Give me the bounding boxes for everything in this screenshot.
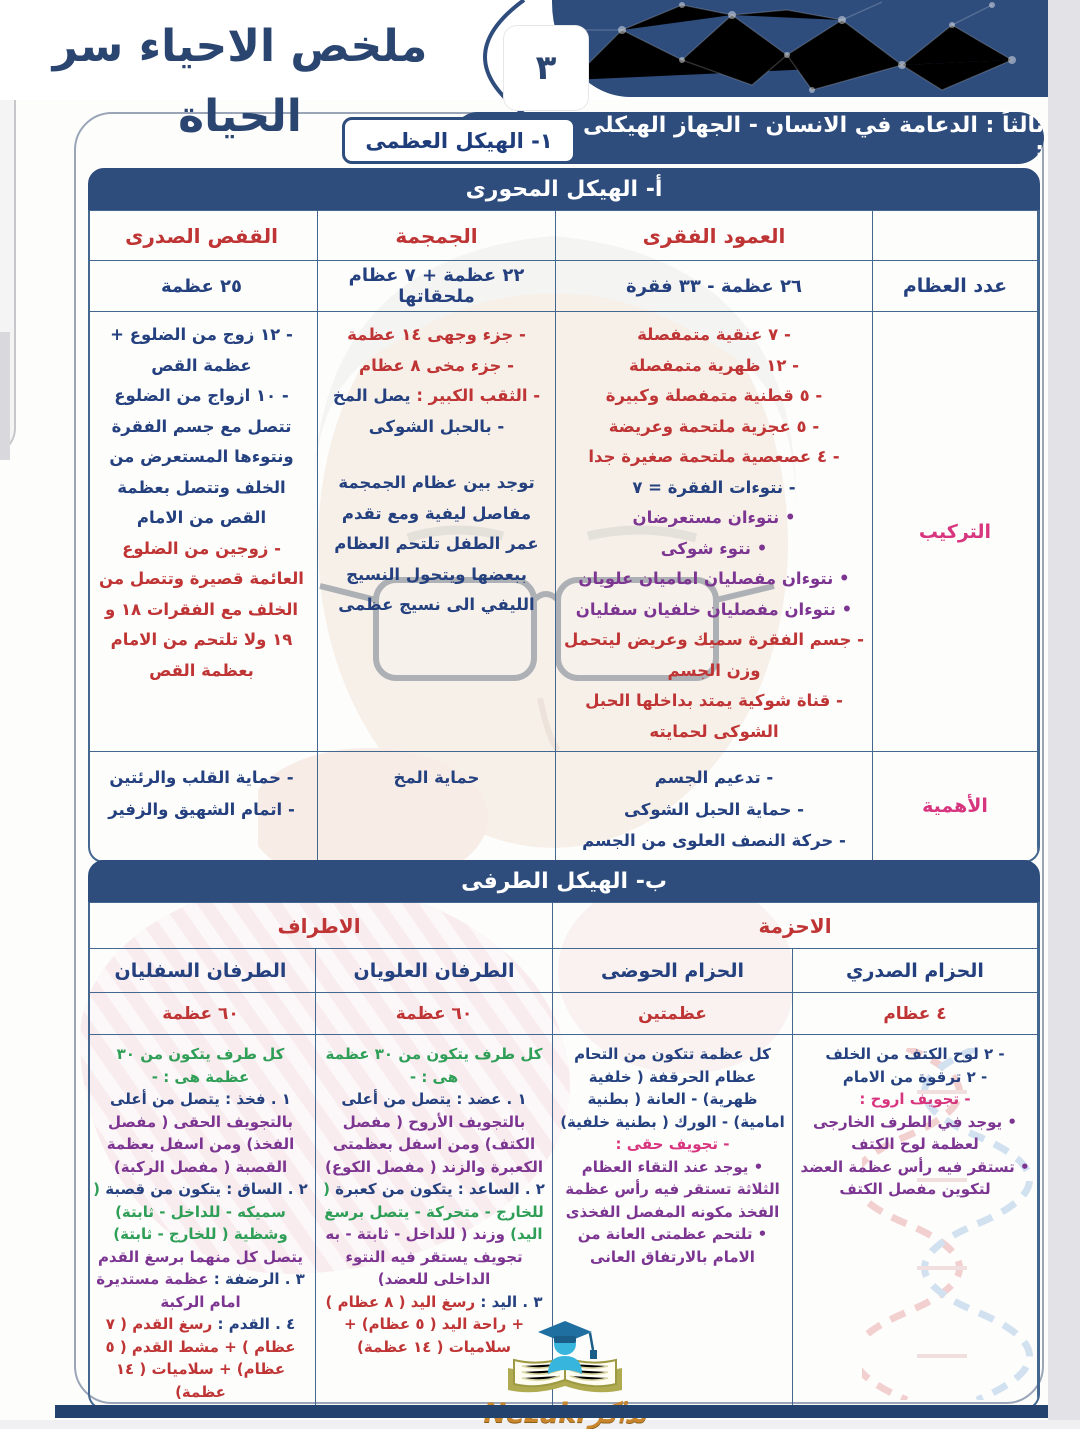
importance-line: - حركة النصف العلوى من الجسم [582, 830, 846, 850]
content-line [323, 1178, 545, 1291]
bone-name: ١ . فخذ : يتصل من أعلى [110, 1090, 291, 1108]
structure-line: - ٤ عصعصية ملتحمة صغيرة جدا [588, 447, 840, 467]
column-header-pelvic-girdle: الحزام الحوضى [553, 949, 793, 993]
appendicular-skeleton-table-title: ب- الهيكل الطرفى [88, 860, 1040, 902]
structure-line: • نتوء شوكى [660, 538, 768, 558]
column-header-skull: الجمجمة [318, 211, 556, 261]
content-line: - ٢ ترقوة من الامام [842, 1067, 988, 1086]
bone-desc: رسغ القدم ( ٧ عظام ) + مشط القدم ( ٥ عظام) + سلاميات ( ١٤ عظمة) [105, 1315, 296, 1401]
structure-line: - ٥ عجزية ملتحمة وعريضة [608, 416, 820, 436]
book-title: ملخص الاحياء سر الحياة [52, 21, 428, 142]
left-gray-notch [0, 332, 10, 460]
bone-name: ٣ . الرضفة : [208, 1270, 305, 1288]
row-label-importance: الأهمية [873, 752, 1038, 861]
lesson-title-box: ١- الهيكل العظمى [342, 117, 576, 164]
lower-limbs-content-cell [88, 1035, 316, 1408]
bone-desc: عظمة مستديرة امام الركبة [96, 1270, 241, 1311]
structure-line: • نتوءان مستعرضان [632, 508, 796, 528]
content-line [323, 1088, 545, 1178]
ribcage-bone-count: ٢٥ عظمة [88, 261, 318, 312]
skull-importance-cell [318, 752, 556, 861]
importance-line: - حماية الحبل الشوكى [624, 799, 804, 819]
spine-bone-count: ٢٦ عظمة - ٣٣ فقرة [556, 261, 873, 312]
structure-line: - جسم الفقرة سميك وعريض ليتحمل وزن الجسم [563, 630, 865, 680]
bone-name: ٣ . اليد : [475, 1292, 543, 1311]
column-header-pectoral-girdle: الحزام الصدري [793, 949, 1038, 993]
content-line [93, 1178, 308, 1268]
pectoral-girdle-bone-count: ٤ عظام [793, 993, 1038, 1035]
bone-desc: ( للخارج - متحركة - يتصل برسغ اليد) [323, 1180, 544, 1243]
content-line: • يوجد في الطرف الخارجى لعظمة لوح الكتف [813, 1112, 1017, 1153]
bone-desc: بالتجويف الأروح ( مفصل الكتف) ومن اسفل بعظمتى الكعبرة والزند ( مفصل الكوع) [325, 1112, 543, 1176]
skull-structure-cell [318, 312, 556, 752]
content-line: • تلتحم عظمتى العانة من الامام بالارتفاق العانى [577, 1225, 768, 1266]
row-label-bone-count: عدد العظام [873, 261, 1038, 312]
content-line: • يوجد عند التقاء العظام الثلاثة تستقر فيه رأس عظمة الفخذ مكونه المفصل الفخذى [565, 1157, 780, 1221]
axial-skeleton-table [88, 168, 1040, 863]
header-banner-blue-panel [552, 0, 1048, 97]
group-header-girdles: الاحزمة [553, 903, 1038, 949]
section-title-pill: ثالثاً : الدعامة في الانسان - الجهاز الهيكلى : [452, 112, 1044, 164]
structure-line: - بالحبل الشوكى [368, 416, 505, 436]
importance-line: حماية المخ [393, 768, 480, 788]
skull-sutures-note: توجد بين عظام الجمجمة مفاصل ليفية ومع تقدم عمر الطفل تلتحم العظام ببعضها ويتحول النسيج الليفي الى نسيج عظمى [334, 473, 539, 615]
corner-empty-cell [873, 211, 1038, 261]
content-line [93, 1088, 308, 1178]
column-header-lower-limbs: الطرفان السفليان [88, 949, 316, 993]
bone-name: ٢ . الساعد : يتكون من كعبرة [329, 1180, 545, 1198]
watermark-book-and-cap-icon [490, 1316, 640, 1398]
structure-line: - نتوءات الفقرة = ٧ [632, 477, 796, 497]
structure-line: - جزء مخى ٨ عظام [359, 355, 514, 375]
ribcage-structure-cell [88, 312, 318, 752]
importance-line: - تدعيم الجسم [654, 768, 774, 788]
bone-desc: بالتجويف الحقى ( مفصل الفخذ) ومن اسفل بعظمة القصبة ( مفصل الركبة) [106, 1112, 295, 1176]
ribcage-importance-cell [88, 752, 318, 861]
column-header-spine: العمود الفقرى [556, 211, 873, 261]
column-header-upper-limbs: الطرفان العلويان [316, 949, 553, 993]
content-line: كل طرف يتكون من ٣٠ عظمة هى : - [325, 1045, 543, 1086]
structure-line: - ٧ عنقية متمفصلة [637, 325, 791, 344]
column-header-ribcage: القفص الصدرى [88, 211, 318, 261]
bone-name: ١ . عضد : يتصل من أعلى [341, 1090, 527, 1108]
structure-line: - ١٢ ظهرية متمفصلة [628, 355, 800, 375]
skull-bone-count: ٢٢ عظمة + ٧ عظام ملحقاتها [318, 261, 556, 312]
content-line [93, 1313, 308, 1403]
foramen-desc: يصل المخ [332, 386, 411, 406]
right-scan-edge-strip [1048, 0, 1080, 1420]
foramen-label: - الثقب الكبير : [410, 386, 541, 406]
bone-name: ٤ . القدم : [212, 1315, 296, 1333]
content-line: - ٢ لوح الكتف من الخلف [825, 1045, 1005, 1063]
content-line [93, 1268, 308, 1313]
content-line: • تستقر فيه رأس عظمة العضد لتكوين مفصل الكتف [800, 1157, 1030, 1198]
structure-line: - ٥ قطنية متمفصلة وكبيرة [605, 386, 823, 406]
group-header-limbs: الاطراف [88, 903, 553, 949]
pectoral-girdle-content-cell [793, 1035, 1038, 1408]
axial-skeleton-table-title: أ- الهيكل المحورى [88, 168, 1040, 210]
structure-line: • نتوءان مفصليان اماميان علويان [578, 569, 850, 589]
bone-name: ٢ . الساق : يتكون من قصبة [100, 1180, 308, 1198]
content-line: - تجويف اروح : [859, 1090, 971, 1108]
importance-line: - اتمام الشهيق والزفير [108, 799, 295, 819]
row-label-structure: التركيب [873, 312, 1038, 752]
footer-bar [55, 1405, 1080, 1418]
content-line: كل عظمة تتكون من التحام عظام الحرقفة ( خلفية ظهرية) - العانة ( بطنية امامية) - الورك ( بطنية خلفية) [560, 1045, 785, 1131]
structure-line: - قناة شوكية يمتد بداخلها الحبل الشوكى لحمايته [585, 691, 843, 741]
bone-desc: رسغ اليد ( ٨ عظام ) + راحة اليد ( ٥ عظام) + سلاميات ( ١٤ عظمة) [325, 1292, 525, 1356]
bone-desc: وزند ( للداخل - ثابتة - به تجويف يستقر فيه النتوء الداخلى للعضد) [325, 1225, 523, 1288]
bone-desc: يتصل كل منهما برسغ القدم [97, 1247, 304, 1266]
page-number-tab: ٣ [504, 26, 588, 110]
content-line: - تجويف حقى : [615, 1135, 730, 1153]
structure-line: • نتوءان مفصليان خلفيان سفليان [575, 599, 853, 619]
upper-limbs-bone-count: ٦٠ عظمة [316, 993, 553, 1035]
content-line: كل طرف يتكون من ٣٠ عظمة هى : - [116, 1045, 285, 1086]
structure-line: - ١٠ ازواج من الضلوع تتصل مع جسم الفقرة ونتوءها المستعرض من الخلف وتتصل بعظمة القص من الامام [109, 386, 294, 528]
structure-line: - زوجين من الضلوع العائمة قصيرة وتتصل من الخلف مع الفقرات ١٨ و ١٩ ولا تلتحم من الامام بعظمة القص [99, 538, 304, 680]
importance-line: - حماية القلب والرئتين [109, 768, 294, 788]
pelvic-girdle-bone-count: عظمتين [553, 993, 793, 1035]
structure-line: - ١٢ زوج من الضلوع + عظمة القص [110, 325, 293, 375]
structure-line [325, 381, 548, 412]
spine-importance-cell [556, 752, 873, 861]
spine-structure-cell [556, 312, 873, 752]
bone-desc: ( سميكه - للداخل - ثابتة) وشظية ( للخارج - ثابتة) [93, 1180, 288, 1243]
lower-limbs-bone-count: ٦٠ عظمة [88, 993, 316, 1035]
structure-line: - جزء وجهى ١٤ عظمة [347, 325, 526, 344]
network-pattern-decoration [552, 0, 1048, 97]
